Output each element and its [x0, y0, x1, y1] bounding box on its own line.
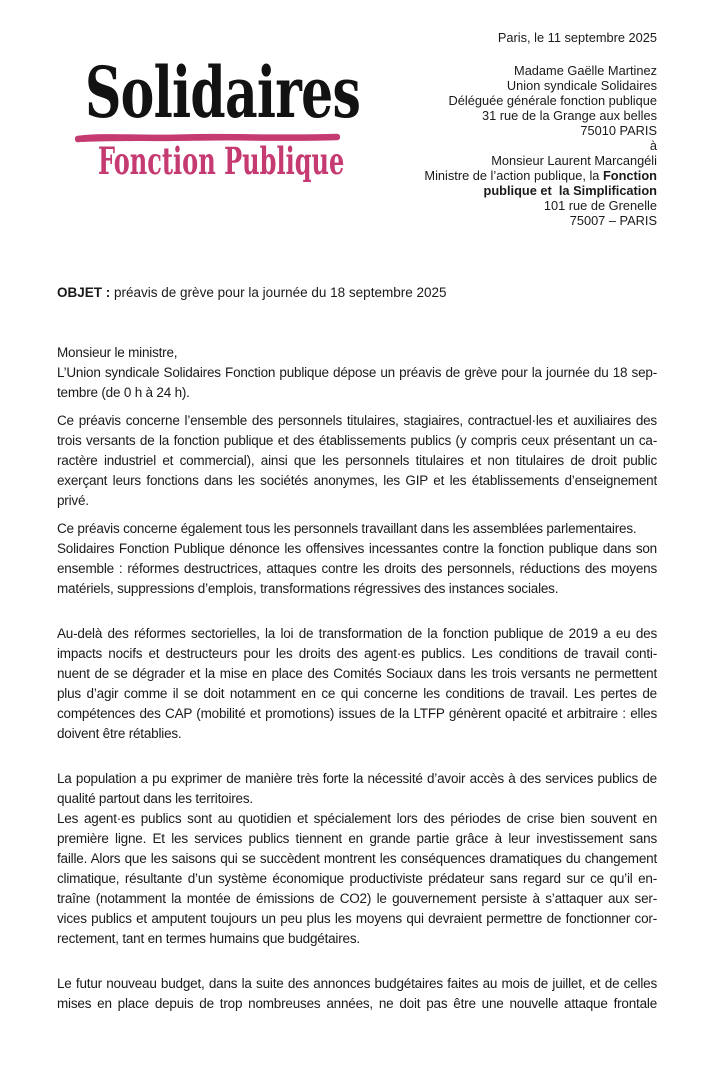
text-line: compétences des CAP (mobilité et promotions) issues de la LTFP génèrent opacité et arbitraire : elles — [57, 706, 657, 721]
recipient-segment: 31 rue de la Grange aux belles — [481, 108, 657, 123]
recipient-segment: Union syndicale Solidaires — [506, 78, 657, 93]
text-line: matériels, suppressions d’emplois, transformations régressives des instances sociales. — [57, 581, 559, 596]
recipient-line — [424, 138, 657, 153]
text-line: exerçant leurs fonctions dans les sociétés anonymes, les GIP et les établissements d’enseignement — [57, 473, 657, 488]
text-line: plus d’agir comme il se doit notamment en ce qui concerne les conditions de travail. Les pertes de — [57, 686, 657, 701]
text-line: Ce préavis concerne l’ensemble des personnels titulaires, stagiaires, contractuel·les et auxiliaires des — [57, 413, 657, 428]
text-line: vices publics et amputent toujours un peu plus les moyens qui devraient permettre de fonctionner cor- — [57, 911, 657, 926]
recipient-segment-bold: publique et la Simplification — [483, 183, 657, 198]
text-line: tembre (de 0 h à 24 h). — [57, 385, 190, 400]
recipient-line — [424, 213, 657, 228]
recipient-line — [424, 168, 657, 183]
text-line: Les agent·es publics sont au quotidien et spécialement lors des périodes de crise bien souvent en — [57, 811, 657, 826]
paragraph — [57, 411, 657, 511]
recipient-line — [424, 123, 657, 138]
recipient-line — [424, 78, 657, 93]
logo-title: Solidaires — [85, 51, 361, 134]
text-line: impacts nocifs et destructeurs pour les droits des agent·es publics. Les conditions de travail conti- — [57, 646, 657, 661]
letter-body — [57, 343, 657, 1014]
text-line: qualité partout dans les territoires. — [57, 791, 253, 806]
paragraph — [57, 539, 657, 599]
recipient-segment: à — [649, 138, 657, 153]
text-line: traîne (notamment la montée de émissions de CO2) le gouvernement persiste à s’attaquer aux ser- — [57, 891, 657, 906]
text-line: L’Union syndicale Solidaires Fonction publique dépose un préavis de grève pour la journée du 18 sep- — [57, 365, 657, 380]
paragraph — [57, 519, 657, 539]
paragraph — [57, 624, 657, 744]
recipient-segment: Déléguée générale fonction publique — [448, 93, 657, 108]
text-line: nuent de se dégrader et la mise en place des Comités Sociaux dans les trois versants ne permettent — [57, 666, 657, 681]
text-line: Monsieur le ministre, — [57, 345, 178, 360]
recipient-line — [424, 153, 657, 168]
subject-line — [57, 283, 657, 303]
text-line: ractère industriel et commercial), ainsi que les personnels titulaires et non titulaires de droit public — [57, 453, 657, 468]
subject-text: préavis de grève pour la journée du 18 septembre 2025 — [110, 285, 447, 300]
recipient-line — [424, 63, 657, 78]
text-line: rectement, tant en termes humains que budgétaires. — [57, 931, 360, 946]
recipient-line — [424, 108, 657, 123]
recipient-segment: Monsieur Laurent Marcangéli — [491, 153, 657, 168]
recipient-line — [424, 93, 657, 108]
text-line: Le futur nouveau budget, dans la suite des annonces budgétaires faites au mois de juillet, et de celles — [57, 976, 657, 991]
text-line: doivent être rétablies. — [57, 726, 182, 741]
text-line: Solidaires Fonction Publique dénonce les offensives incessantes contre la fonction publique dans son — [57, 541, 657, 556]
recipient-segment: 75007 – PARIS — [569, 213, 657, 228]
logo-subtitle: Fonction Publique — [98, 139, 345, 183]
paragraph — [57, 769, 657, 809]
logo — [75, 0, 361, 190]
text-line: climatique, résultante d’un système économique productiviste prédateur sans regard sur ce qu’il en- — [57, 871, 657, 886]
paragraph — [57, 809, 657, 949]
recipient-segment: Ministre de l’action publique, la — [424, 168, 603, 183]
letter-date: Paris, le 11 septembre 2025 — [497, 30, 657, 45]
text-line: privé. — [57, 493, 89, 508]
recipient-segment-bold: Fonction — [602, 168, 657, 183]
recipient-segment: 101 rue de Grenelle — [543, 198, 657, 213]
text-line: première ligne. Et les services publics tiennent en grande partie grâce à leur investissement sans — [57, 831, 657, 846]
text-line: La population a pu exprimer de manière très forte la nécessité d’avoir accès à des services publics de — [57, 771, 657, 786]
recipient-segment: 75010 PARIS — [580, 123, 657, 138]
paragraph — [57, 343, 657, 403]
recipient-segment: Madame Gaëlle Martinez — [514, 63, 657, 78]
subject-label: OBJET : — [57, 285, 111, 300]
text-line: Au-delà des réformes sectorielles, la loi de transformation de la fonction publique de 2019 a eu des — [57, 626, 657, 641]
paragraph — [57, 974, 657, 1014]
recipient-line — [424, 183, 657, 198]
text-line: faille. Alors que les saisons qui se succèdent montrent les conséquences dramatiques du changement — [57, 851, 657, 866]
text-line: mises en place depuis de trop nombreuses années, ne doit pas être une nouvelle attaque frontale — [57, 996, 657, 1011]
recipient-line — [424, 198, 657, 213]
text-line: ensemble : réformes destructrices, attaques contre les droits des personnels, réductions des moyens — [57, 561, 657, 576]
recipient-block — [424, 63, 657, 228]
text-line: trois versants de la fonction publique et des établissements publics (y compris ceux présentant un ca- — [57, 433, 657, 448]
text-line: Ce préavis concerne également tous les personnels travaillant dans les assemblées parlementaires. — [57, 521, 637, 536]
